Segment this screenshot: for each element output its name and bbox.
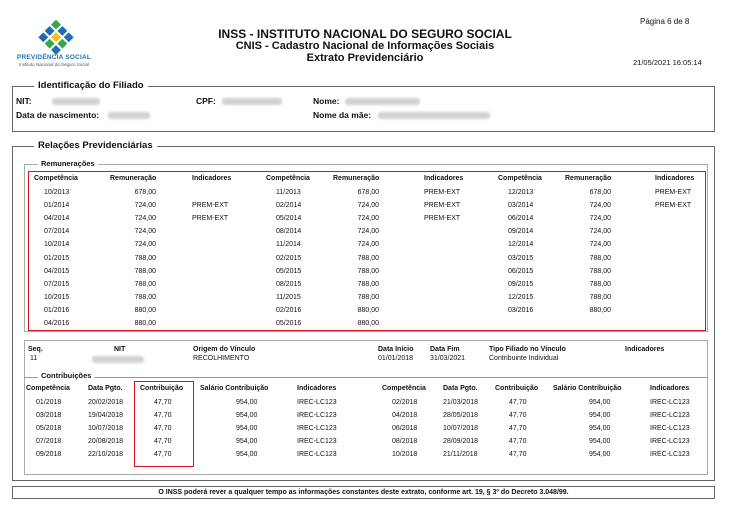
remuneracao-competencia: 03/2016 [508,306,534,314]
remuneracoes-header: Remuneração [333,175,380,182]
remuneracoes-header: Remuneração [565,175,612,182]
contribuicao-salario: 954,00 [589,438,611,446]
nit-label: NIT: [16,96,32,106]
report-datetime: 21/05/2021 16:05:14 [633,58,702,67]
remuneracao-valor: 788,00 [134,280,156,288]
logo-subtitle: Instituto Nacional do Seguro Social [18,62,90,67]
remuneracao-valor: 788,00 [357,280,379,288]
remuneracoes-header: Indicadores [655,175,695,182]
seq-value: 11 [30,355,38,362]
contribuicao-data-pgto: 28/09/2018 [443,438,479,446]
contribuicoes-header: Data Pgto. [443,385,478,392]
contribuicao-competencia: 01/2018 [36,399,62,406]
remuneracoes-header: Competência [498,175,542,182]
remuneracao-valor: 788,00 [589,293,611,301]
fim-header: Data Fim [430,346,460,353]
remuneracao-competencia: 02/2015 [276,254,302,262]
remuneracao-valor: 724,00 [134,215,156,223]
contribuicao-salario: 954,00 [589,451,611,459]
contribuicao-valor: 47,70 [509,438,527,446]
remuneracao-valor: 880,00 [589,306,611,314]
remuneracao-competencia: 10/2015 [44,293,70,301]
remuneracao-competencia: 05/2014 [276,215,302,223]
contribuicao-valor: 47,70 [509,451,527,459]
contribuicao-indicador: IREC-LC123 [650,425,690,433]
cpf-label: CPF: [196,96,216,106]
inicio-header: Data Início [378,346,414,353]
remuneracao-valor: 724,00 [357,241,379,249]
remuneracao-competencia: 08/2014 [276,228,302,236]
contribuicao-salario: 954,00 [236,412,258,420]
contribuicao-competencia: 04/2018 [392,412,418,420]
remuneracoes-title: Remunerações [38,159,98,168]
cpf-redacted [222,98,282,105]
contribuicao-valor: 47,70 [509,425,527,433]
remuneracao-valor: 724,00 [589,215,611,223]
contribuicao-indicador: IREC-LC123 [650,412,690,420]
contribuicoes-header: Competência [26,385,70,392]
filiado-section-title: Identificação do Filiado [34,80,148,91]
remuneracao-valor: 788,00 [134,293,156,301]
footer-disclaimer: O INSS poderá rever a qualquer tempo as informações constantes deste extrato, conforme art. 19, § 3º do Decreto 3.048/99. [12,486,715,499]
remuneracoes-header: Remuneração [110,175,157,182]
remuneracao-competencia: 06/2015 [508,267,534,275]
origem-header: Origem do Vínculo [193,346,256,353]
contribuicao-indicador: IREC-LC123 [650,399,690,406]
contribuicao-salario: 954,00 [236,451,258,459]
remuneracao-competencia: 01/2016 [44,306,70,314]
contribuicao-data-pgto: 10/07/2018 [88,425,124,433]
logo-text: PREVIDÊNCIA SOCIAL [16,54,92,61]
remuneracao-competencia: 11/2015 [276,293,301,301]
contribuicoes-header: Data Pgto. [88,385,123,392]
remuneracao-competencia: 12/2013 [508,189,534,196]
contribuicoes-header: Salário Contribuição [553,385,622,392]
remuneracao-valor: 788,00 [134,267,156,275]
contribuicao-valor: 47,70 [154,399,172,406]
contribuicoes-header: Indicadores [297,385,337,392]
remuneracao-valor: 724,00 [589,202,611,210]
remuneracao-indicador: PREM-EXT [424,202,461,210]
remuneracao-valor: 678,00 [134,189,156,196]
contribuicao-data-pgto: 22/10/2018 [88,451,124,459]
remuneracao-valor: 880,00 [134,306,156,314]
contribuicao-competencia: 09/2018 [36,451,62,459]
contribuicao-indicador: IREC-LC123 [297,399,337,406]
mae-redacted [378,112,490,119]
remuneracao-valor: 724,00 [589,241,611,249]
remuneracao-competencia: 01/2015 [44,254,70,262]
remuneracao-competencia: 03/2015 [508,254,534,262]
remuneracao-indicador: PREM-EXT [655,189,692,196]
seq-header: Seq. [28,346,43,353]
remuneracao-competencia: 04/2014 [44,215,70,223]
mae-label: Nome da mãe: [313,110,372,120]
contribuicao-data-pgto: 28/05/2018 [443,412,479,420]
remuneracao-competencia: 06/2014 [508,215,534,223]
remuneracao-valor: 880,00 [357,320,379,327]
contribuicoes-header: Contribuição [495,385,539,392]
contribuicao-data-pgto: 20/02/2018 [88,399,124,406]
remuneracao-valor: 724,00 [357,228,379,236]
remuneracao-valor: 724,00 [134,202,156,210]
contribuicoes-divider [24,377,708,378]
contribuicao-competencia: 05/2018 [36,425,62,433]
contribuicao-valor: 47,70 [154,451,172,459]
contribuicao-salario: 954,00 [236,399,258,406]
contribuicao-competencia: 08/2018 [392,438,418,446]
remuneracao-valor: 788,00 [357,254,379,262]
contribuicoes-header: Contribuição [140,385,184,392]
remuneracoes-header: Competência [34,175,78,182]
contribuicao-indicador: IREC-LC123 [297,425,337,433]
contribuicao-competencia: 02/2018 [392,399,418,406]
remuneracao-valor: 724,00 [134,241,156,249]
contribuicao-valor: 47,70 [154,438,172,446]
contribuicao-data-pgto: 10/07/2018 [443,425,479,433]
remuneracao-indicador: PREM-EXT [192,202,229,210]
fim-value: 31/03/2021 [430,355,466,362]
remuneracao-competencia: 07/2014 [44,228,70,236]
remuneracao-valor: 880,00 [357,306,379,314]
contribuicao-valor: 47,70 [509,399,527,406]
vinculo-indicadores-header: Indicadores [625,346,665,353]
page-number: Página 6 de 8 [640,17,690,26]
page-title: INSS - INSTITUTO NACIONAL DO SEGURO SOCIAL [218,27,512,41]
remuneracao-competencia: 03/2014 [508,202,534,210]
remuneracao-valor: 788,00 [357,293,379,301]
contribuicao-salario: 954,00 [589,399,611,406]
contribuicoes-header: Salário Contribuição [200,385,269,392]
contribuicao-data-pgto: 21/11/2018 [443,451,478,459]
remuneracao-competencia: 09/2014 [508,228,534,236]
vinculo-nit-redacted [92,356,144,363]
page-subtitle: CNIS - Cadastro Nacional de Informações Sociais [235,40,495,52]
remuneracoes-header: Indicadores [192,175,232,182]
contribuicao-salario: 954,00 [236,425,258,433]
contribuicao-salario: 954,00 [236,438,258,446]
tipo-header: Tipo Filiado no Vínculo [489,346,566,353]
contribuicao-salario: 954,00 [589,425,611,433]
filiado-section [12,86,715,132]
tipo-value: Contribuinte Individual [489,355,559,362]
contribuicao-valor: 47,70 [154,412,172,420]
remuneracao-competencia: 11/2014 [276,241,301,249]
remuneracoes-header: Indicadores [424,175,464,182]
remuneracao-valor: 678,00 [589,189,611,196]
remuneracao-competencia: 07/2015 [44,280,70,288]
remuneracao-competencia: 05/2015 [276,267,302,275]
remuneracao-competencia: 10/2014 [44,241,70,249]
contribuicao-competencia: 07/2018 [36,438,62,446]
nascimento-label: Data de nascimento: [16,110,100,120]
remuneracao-competencia: 12/2014 [508,241,534,249]
contribuicao-data-pgto: 21/03/2018 [443,399,479,406]
remuneracao-competencia: 11/2013 [276,189,301,196]
remuneracao-valor: 788,00 [357,267,379,275]
contribuicoes-title: Contribuições [38,371,94,380]
remuneracao-valor: 724,00 [134,228,156,236]
remuneracao-competencia: 02/2016 [276,306,302,314]
remuneracao-competencia: 02/2014 [276,202,302,210]
contribuicao-indicador: IREC-LC123 [297,438,337,446]
remuneracao-indicador: PREM-EXT [655,202,692,210]
remuneracao-competencia: 01/2014 [44,202,70,210]
contribuicao-data-pgto: 19/04/2018 [88,412,124,420]
remuneracao-competencia: 05/2016 [276,320,302,327]
remuneracao-valor: 724,00 [357,202,379,210]
page-subtitle-2: Extrato Previdenciário [306,52,424,64]
remuneracao-valor: 880,00 [134,320,156,327]
remuneracao-valor: 788,00 [589,267,611,275]
contribuicao-data-pgto: 20/08/2018 [88,438,124,446]
remuneracao-competencia: 12/2015 [508,293,534,301]
nit-redacted [52,98,100,105]
relacoes-section-title: Relações Previdenciárias [34,140,157,151]
contribuicao-indicador: IREC-LC123 [297,412,337,420]
inicio-value: 01/01/2018 [378,355,414,362]
remuneracao-competencia: 09/2015 [508,280,534,288]
remuneracao-valor: 724,00 [589,228,611,236]
contribuicao-indicador: IREC-LC123 [650,438,690,446]
contribuicao-valor: 47,70 [509,412,527,420]
contribuicao-competencia: 10/2018 [392,451,418,459]
nascimento-redacted [108,112,150,119]
remuneracao-valor: 788,00 [134,254,156,262]
nome-label: Nome: [313,96,340,106]
contribuicoes-header: Competência [382,385,426,392]
origem-value: RECOLHIMENTO [193,355,250,362]
vinculo-nit-header: NIT [114,346,126,353]
remuneracao-indicador: PREM-EXT [424,189,461,196]
remuneracao-valor: 788,00 [589,254,611,262]
contribuicao-competencia: 06/2018 [392,425,418,433]
contribuicao-indicador: IREC-LC123 [650,451,690,459]
remuneracao-indicador: PREM-EXT [424,215,461,223]
remuneracao-indicador: PREM-EXT [192,215,229,223]
remuneracao-competencia: 10/2013 [44,189,70,196]
contribuicao-valor: 47,70 [154,425,172,433]
contribuicao-salario: 954,00 [589,412,611,420]
remuneracao-competencia: 04/2016 [44,320,70,327]
remuneracao-valor: 724,00 [357,215,379,223]
contribuicao-competencia: 03/2018 [36,412,62,420]
contribuicao-indicador: IREC-LC123 [297,451,337,459]
nome-redacted [345,98,420,105]
remuneracao-valor: 678,00 [357,189,379,196]
remuneracoes-header: Competência [266,175,310,182]
remuneracao-valor: 788,00 [589,280,611,288]
remuneracao-competencia: 04/2015 [44,267,70,275]
remuneracao-competencia: 08/2015 [276,280,302,288]
contribuicoes-header: Indicadores [650,385,690,392]
